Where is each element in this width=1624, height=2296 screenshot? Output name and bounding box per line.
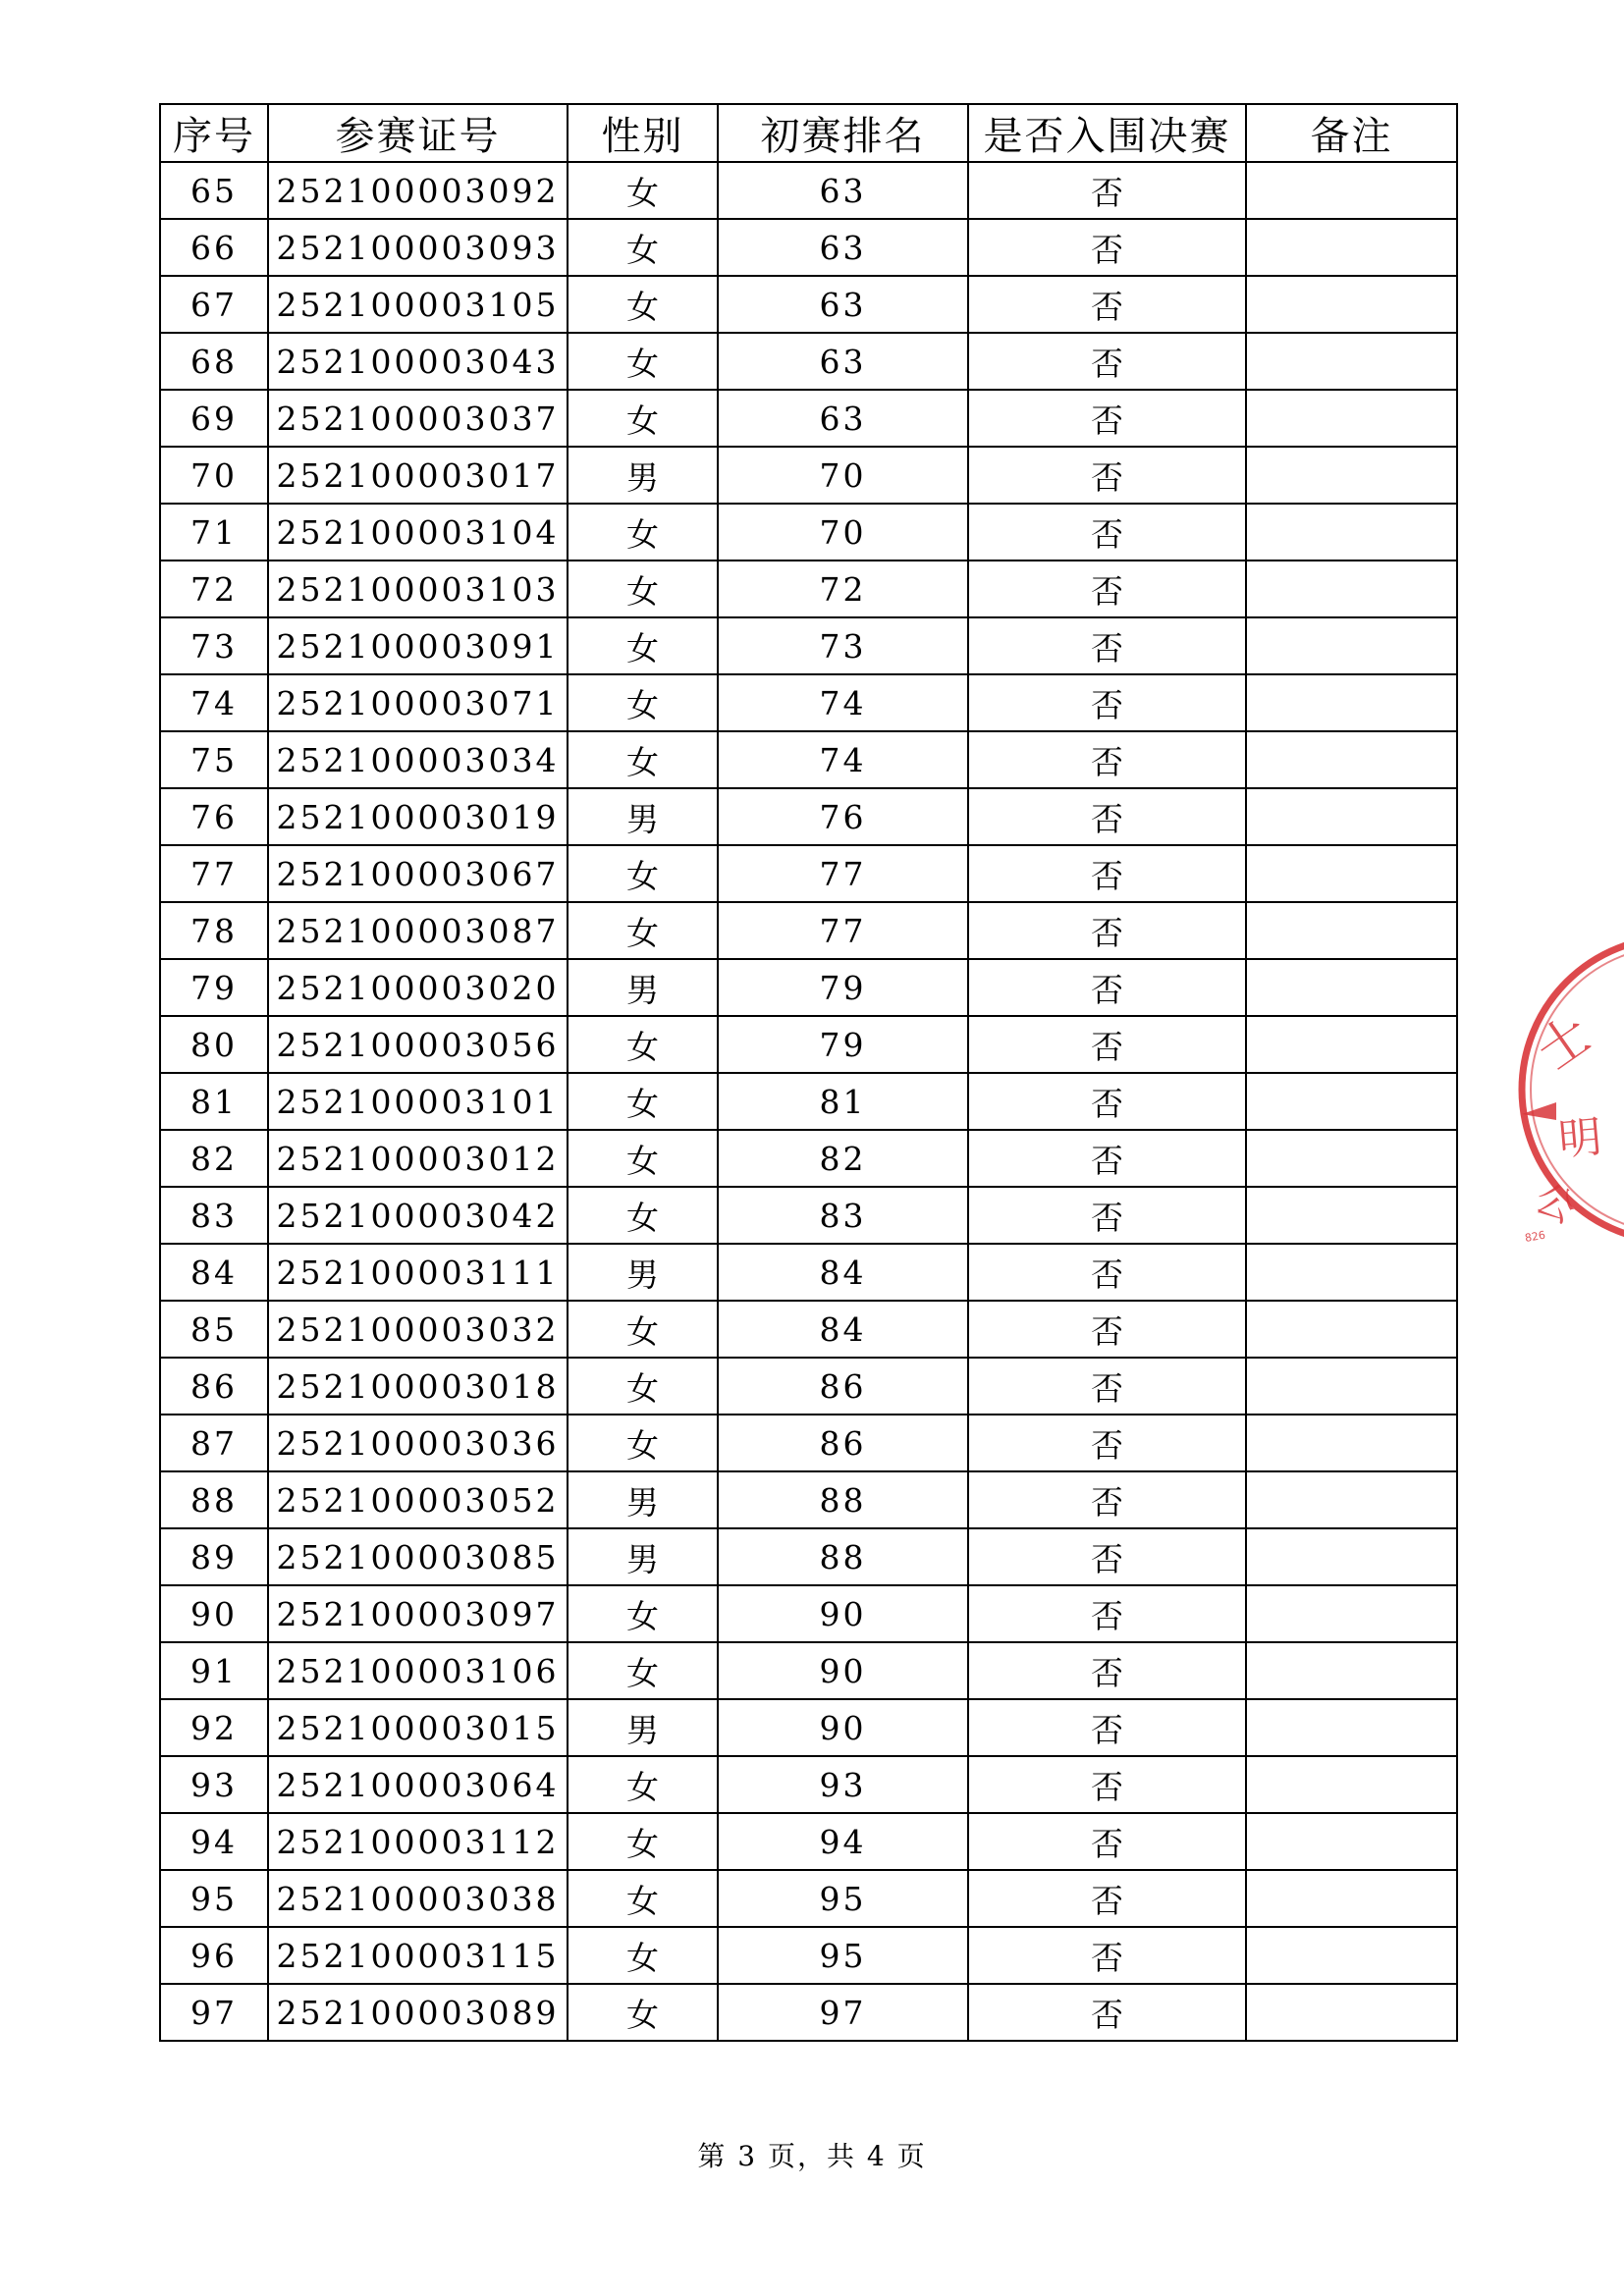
- cell-gender: 女: [568, 617, 718, 674]
- cell-rank: 86: [718, 1415, 968, 1471]
- cell-id: 252100003085: [268, 1528, 568, 1585]
- cell-seq: 71: [160, 504, 268, 561]
- svg-text:士: 士: [1526, 1004, 1602, 1083]
- table-row: [160, 617, 1457, 674]
- cell-rank: 84: [718, 1244, 968, 1301]
- cell-gender: 女: [568, 1415, 718, 1471]
- cell-gender: 女: [568, 1073, 718, 1130]
- cell-final: 否: [968, 1415, 1246, 1471]
- cell-gender: 女: [568, 1642, 718, 1699]
- cell-rank: 63: [718, 390, 968, 447]
- cell-note: [1246, 333, 1457, 390]
- cell-final: 否: [968, 1073, 1246, 1130]
- cell-id: 252100003111: [268, 1244, 568, 1301]
- cell-final: 否: [968, 561, 1246, 617]
- header-final: 是否入围决赛: [968, 104, 1246, 162]
- cell-id: 252100003067: [268, 845, 568, 902]
- cell-note: [1246, 1927, 1457, 1984]
- cell-final: 否: [968, 731, 1246, 788]
- cell-rank: 77: [718, 845, 968, 902]
- cell-rank: 90: [718, 1699, 968, 1756]
- table-row: [160, 1358, 1457, 1415]
- svg-text:公: 公: [1528, 1175, 1584, 1234]
- cell-seq: 79: [160, 959, 268, 1016]
- cell-seq: 90: [160, 1585, 268, 1642]
- cell-final: 否: [968, 390, 1246, 447]
- cell-final: 否: [968, 845, 1246, 902]
- table-row: [160, 1699, 1457, 1756]
- cell-note: [1246, 1756, 1457, 1813]
- cell-final: 否: [968, 674, 1246, 731]
- cell-gender: 女: [568, 1585, 718, 1642]
- cell-gender: 女: [568, 1756, 718, 1813]
- table-row: [160, 902, 1457, 959]
- table-row: [160, 1130, 1457, 1187]
- cell-gender: 女: [568, 1016, 718, 1073]
- table-row: [160, 1528, 1457, 1585]
- cell-rank: 83: [718, 1187, 968, 1244]
- table-row: [160, 1415, 1457, 1471]
- cell-rank: 97: [718, 1984, 968, 2041]
- cell-seq: 92: [160, 1699, 268, 1756]
- cell-final: 否: [968, 1984, 1246, 2041]
- cell-note: [1246, 504, 1457, 561]
- table-row: [160, 1471, 1457, 1528]
- cell-rank: 63: [718, 276, 968, 333]
- cell-rank: 95: [718, 1870, 968, 1927]
- header-row: [160, 104, 1457, 162]
- cell-note: [1246, 1073, 1457, 1130]
- cell-note: [1246, 902, 1457, 959]
- cell-rank: 95: [718, 1927, 968, 1984]
- table-row: [160, 959, 1457, 1016]
- table-row: [160, 504, 1457, 561]
- cell-final: 否: [968, 333, 1246, 390]
- table-row: [160, 162, 1457, 219]
- cell-final: 否: [968, 1585, 1246, 1642]
- cell-gender: 男: [568, 788, 718, 845]
- cell-id: 252100003018: [268, 1358, 568, 1415]
- cell-note: [1246, 1244, 1457, 1301]
- cell-gender: 女: [568, 1813, 718, 1870]
- official-seal: [1517, 928, 1624, 1252]
- seal-stamp-icon: [1517, 928, 1624, 1252]
- cell-final: 否: [968, 1244, 1246, 1301]
- cell-final: 否: [968, 219, 1246, 276]
- cell-seq: 75: [160, 731, 268, 788]
- cell-note: [1246, 1301, 1457, 1358]
- cell-seq: 96: [160, 1927, 268, 1984]
- cell-id: 252100003019: [268, 788, 568, 845]
- cell-id: 252100003071: [268, 674, 568, 731]
- cell-id: 252100003032: [268, 1301, 568, 1358]
- cell-note: [1246, 617, 1457, 674]
- table-row: [160, 1585, 1457, 1642]
- table-row: [160, 731, 1457, 788]
- cell-final: 否: [968, 1870, 1246, 1927]
- cell-gender: 男: [568, 447, 718, 504]
- cell-rank: 90: [718, 1642, 968, 1699]
- cell-seq: 65: [160, 162, 268, 219]
- cell-seq: 73: [160, 617, 268, 674]
- cell-final: 否: [968, 276, 1246, 333]
- cell-gender: 男: [568, 1244, 718, 1301]
- cell-rank: 63: [718, 162, 968, 219]
- cell-note: [1246, 1471, 1457, 1528]
- cell-seq: 74: [160, 674, 268, 731]
- cell-seq: 83: [160, 1187, 268, 1244]
- cell-note: [1246, 561, 1457, 617]
- cell-note: [1246, 1585, 1457, 1642]
- cell-seq: 68: [160, 333, 268, 390]
- cell-rank: 63: [718, 333, 968, 390]
- cell-id: 252100003115: [268, 1927, 568, 1984]
- cell-gender: 女: [568, 731, 718, 788]
- cell-note: [1246, 1016, 1457, 1073]
- cell-id: 252100003092: [268, 162, 568, 219]
- cell-rank: 76: [718, 788, 968, 845]
- cell-final: 否: [968, 447, 1246, 504]
- cell-note: [1246, 1130, 1457, 1187]
- cell-seq: 89: [160, 1528, 268, 1585]
- cell-rank: 93: [718, 1756, 968, 1813]
- cell-id: 252100003112: [268, 1813, 568, 1870]
- cell-id: 252100003037: [268, 390, 568, 447]
- cell-seq: 82: [160, 1130, 268, 1187]
- cell-note: [1246, 1415, 1457, 1471]
- cell-note: [1246, 1870, 1457, 1927]
- cell-rank: 81: [718, 1073, 968, 1130]
- cell-gender: 女: [568, 1870, 718, 1927]
- cell-note: [1246, 276, 1457, 333]
- cell-id: 252100003089: [268, 1984, 568, 2041]
- cell-seq: 77: [160, 845, 268, 902]
- cell-gender: 女: [568, 1927, 718, 1984]
- cell-final: 否: [968, 162, 1246, 219]
- cell-rank: 77: [718, 902, 968, 959]
- cell-gender: 女: [568, 1358, 718, 1415]
- cell-final: 否: [968, 617, 1246, 674]
- cell-gender: 男: [568, 1699, 718, 1756]
- cell-id: 252100003015: [268, 1699, 568, 1756]
- cell-note: [1246, 390, 1457, 447]
- header-seq: 序号: [160, 104, 268, 162]
- cell-gender: 女: [568, 1984, 718, 2041]
- cell-seq: 69: [160, 390, 268, 447]
- cell-final: 否: [968, 504, 1246, 561]
- cell-note: [1246, 1358, 1457, 1415]
- cell-rank: 70: [718, 504, 968, 561]
- cell-rank: 90: [718, 1585, 968, 1642]
- cell-note: [1246, 1528, 1457, 1585]
- cell-gender: 女: [568, 162, 718, 219]
- table-row: [160, 390, 1457, 447]
- cell-gender: 女: [568, 219, 718, 276]
- cell-seq: 72: [160, 561, 268, 617]
- cell-final: 否: [968, 1471, 1246, 1528]
- cell-seq: 88: [160, 1471, 268, 1528]
- cell-note: [1246, 162, 1457, 219]
- cell-id: 252100003103: [268, 561, 568, 617]
- cell-rank: 74: [718, 674, 968, 731]
- table-row: [160, 276, 1457, 333]
- cell-id: 252100003042: [268, 1187, 568, 1244]
- cell-seq: 84: [160, 1244, 268, 1301]
- cell-seq: 70: [160, 447, 268, 504]
- cell-id: 252100003104: [268, 504, 568, 561]
- cell-id: 252100003038: [268, 1870, 568, 1927]
- cell-final: 否: [968, 1699, 1246, 1756]
- cell-rank: 63: [718, 219, 968, 276]
- table-body: [160, 162, 1457, 2041]
- cell-id: 252100003012: [268, 1130, 568, 1187]
- svg-text:826: 826: [1523, 1228, 1546, 1245]
- cell-gender: 女: [568, 902, 718, 959]
- cell-gender: 女: [568, 1130, 718, 1187]
- cell-note: [1246, 788, 1457, 845]
- cell-final: 否: [968, 902, 1246, 959]
- cell-note: [1246, 731, 1457, 788]
- cell-seq: 76: [160, 788, 268, 845]
- cell-id: 252100003091: [268, 617, 568, 674]
- cell-id: 252100003093: [268, 219, 568, 276]
- header-note: 备注: [1246, 104, 1457, 162]
- cell-seq: 95: [160, 1870, 268, 1927]
- cell-rank: 88: [718, 1471, 968, 1528]
- table-row: [160, 1870, 1457, 1927]
- cell-seq: 87: [160, 1415, 268, 1471]
- cell-gender: 女: [568, 845, 718, 902]
- table-row: [160, 1813, 1457, 1870]
- cell-id: 252100003043: [268, 333, 568, 390]
- cell-id: 252100003097: [268, 1585, 568, 1642]
- cell-id: 252100003064: [268, 1756, 568, 1813]
- cell-note: [1246, 674, 1457, 731]
- cell-rank: 73: [718, 617, 968, 674]
- cell-final: 否: [968, 1528, 1246, 1585]
- table-row: [160, 561, 1457, 617]
- table-row: [160, 1073, 1457, 1130]
- cell-seq: 85: [160, 1301, 268, 1358]
- cell-rank: 84: [718, 1301, 968, 1358]
- cell-id: 252100003056: [268, 1016, 568, 1073]
- cell-rank: 79: [718, 1016, 968, 1073]
- cell-gender: 女: [568, 561, 718, 617]
- cell-final: 否: [968, 959, 1246, 1016]
- cell-note: [1246, 1699, 1457, 1756]
- results-table: [159, 103, 1458, 2042]
- cell-final: 否: [968, 788, 1246, 845]
- cell-gender: 男: [568, 1528, 718, 1585]
- cell-rank: 88: [718, 1528, 968, 1585]
- cell-final: 否: [968, 1756, 1246, 1813]
- header-id: 参赛证号: [268, 104, 568, 162]
- cell-id: 252100003106: [268, 1642, 568, 1699]
- table-row: [160, 333, 1457, 390]
- table-row: [160, 1927, 1457, 1984]
- cell-id: 252100003052: [268, 1471, 568, 1528]
- table-row: [160, 1244, 1457, 1301]
- cell-final: 否: [968, 1301, 1246, 1358]
- table-row: [160, 1301, 1457, 1358]
- cell-rank: 72: [718, 561, 968, 617]
- table-row: [160, 219, 1457, 276]
- table-row: [160, 674, 1457, 731]
- cell-gender: 女: [568, 390, 718, 447]
- cell-seq: 66: [160, 219, 268, 276]
- svg-text:明: 明: [1556, 1111, 1604, 1166]
- cell-note: [1246, 1642, 1457, 1699]
- cell-seq: 94: [160, 1813, 268, 1870]
- cell-rank: 79: [718, 959, 968, 1016]
- header-gender: 性别: [568, 104, 718, 162]
- cell-rank: 74: [718, 731, 968, 788]
- cell-final: 否: [968, 1813, 1246, 1870]
- table-row: [160, 788, 1457, 845]
- cell-id: 252100003105: [268, 276, 568, 333]
- cell-note: [1246, 845, 1457, 902]
- cell-id: 252100003017: [268, 447, 568, 504]
- cell-rank: 70: [718, 447, 968, 504]
- table-row: [160, 845, 1457, 902]
- cell-id: 252100003020: [268, 959, 568, 1016]
- cell-seq: 81: [160, 1073, 268, 1130]
- cell-gender: 男: [568, 959, 718, 1016]
- cell-final: 否: [968, 1187, 1246, 1244]
- cell-rank: 82: [718, 1130, 968, 1187]
- cell-seq: 91: [160, 1642, 268, 1699]
- cell-final: 否: [968, 1642, 1246, 1699]
- cell-seq: 80: [160, 1016, 268, 1073]
- cell-final: 否: [968, 1016, 1246, 1073]
- cell-note: [1246, 1813, 1457, 1870]
- cell-rank: 86: [718, 1358, 968, 1415]
- cell-seq: 67: [160, 276, 268, 333]
- cell-seq: 97: [160, 1984, 268, 2041]
- cell-id: 252100003101: [268, 1073, 568, 1130]
- cell-rank: 94: [718, 1813, 968, 1870]
- table-row: [160, 1756, 1457, 1813]
- cell-gender: 女: [568, 1187, 718, 1244]
- table-row: [160, 1984, 1457, 2041]
- cell-seq: 78: [160, 902, 268, 959]
- cell-final: 否: [968, 1130, 1246, 1187]
- table-row: [160, 1642, 1457, 1699]
- cell-id: 252100003034: [268, 731, 568, 788]
- header-rank: 初赛排名: [718, 104, 968, 162]
- cell-seq: 86: [160, 1358, 268, 1415]
- cell-gender: 女: [568, 1301, 718, 1358]
- cell-final: 否: [968, 1358, 1246, 1415]
- cell-final: 否: [968, 1927, 1246, 1984]
- cell-gender: 男: [568, 1471, 718, 1528]
- cell-gender: 女: [568, 504, 718, 561]
- cell-gender: 女: [568, 674, 718, 731]
- cell-id: 252100003087: [268, 902, 568, 959]
- table-row: [160, 1187, 1457, 1244]
- cell-seq: 93: [160, 1756, 268, 1813]
- cell-note: [1246, 1984, 1457, 2041]
- cell-note: [1246, 219, 1457, 276]
- cell-note: [1246, 1187, 1457, 1244]
- cell-gender: 女: [568, 333, 718, 390]
- table-row: [160, 1016, 1457, 1073]
- table-row: [160, 447, 1457, 504]
- cell-id: 252100003036: [268, 1415, 568, 1471]
- cell-gender: 女: [568, 276, 718, 333]
- cell-note: [1246, 959, 1457, 1016]
- cell-note: [1246, 447, 1457, 504]
- page-footer: 第 3 页，共 4 页: [697, 2140, 927, 2172]
